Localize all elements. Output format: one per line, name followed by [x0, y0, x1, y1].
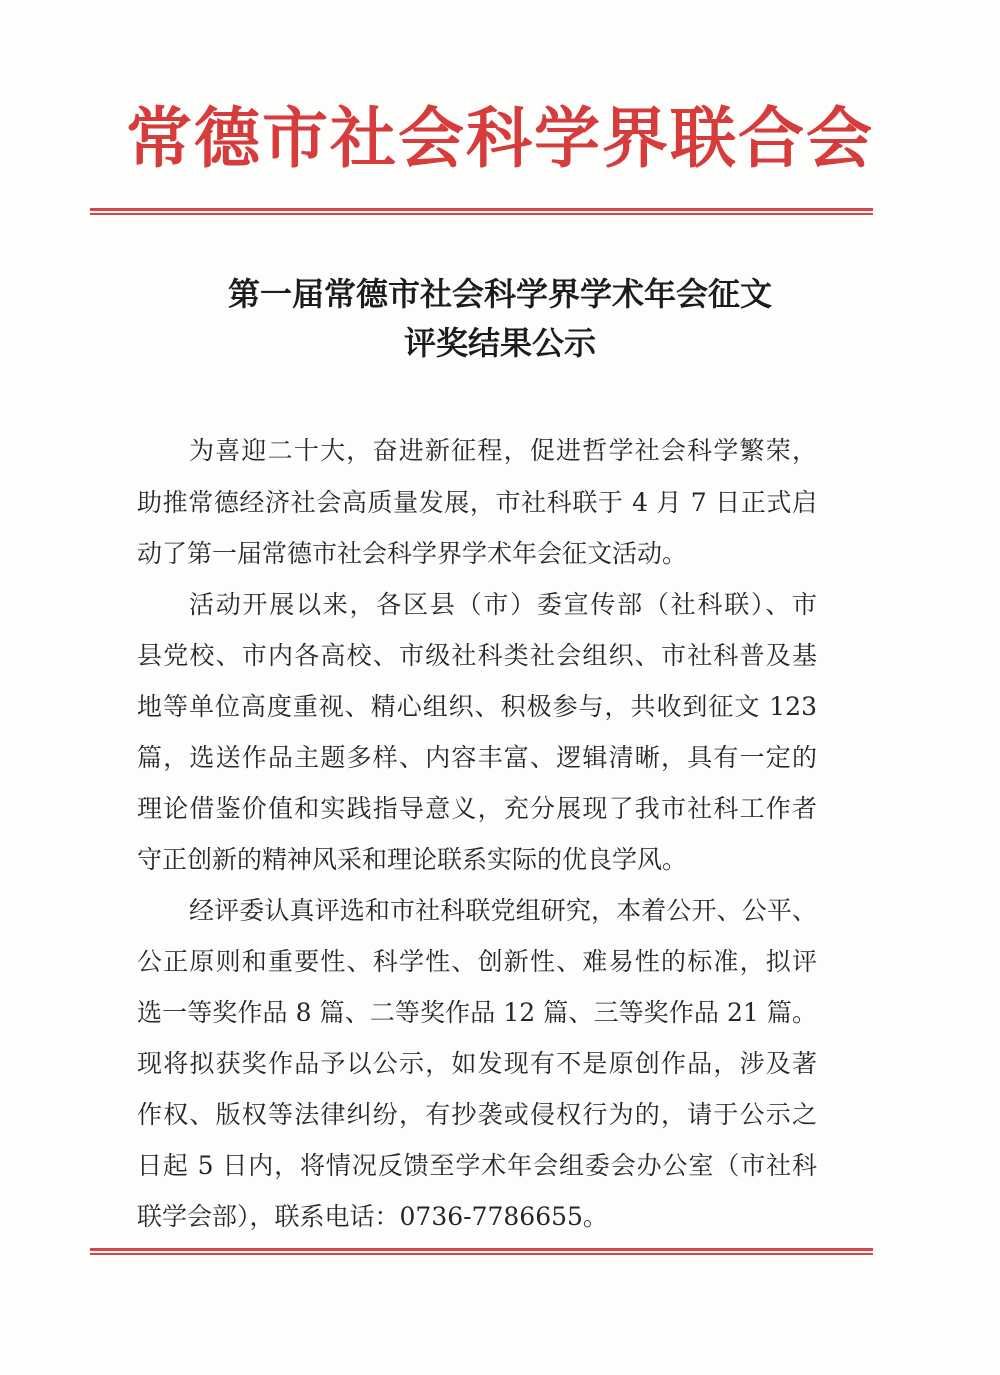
paragraph-2-line-4: 篇，选送作品主题多样、内容丰富、逻辑清晰，具有一定的 [137, 743, 817, 772]
paragraph-3-line-2: 公正原则和重要性、科学性、创新性、难易性的标准，拟评 [137, 947, 817, 976]
paragraph-1-line-3: 动了第一届常德市社会科学界学术年会征文活动。 [137, 539, 688, 568]
org-name-header: 常德市社会科学界联合会 [126, 99, 874, 177]
header-divider-thick [90, 208, 873, 211]
paragraph-3-line-1: 经评委认真评选和市社科联党组研究，本着公开、公平、 [189, 896, 817, 925]
paragraph-1-line-1: 为喜迎二十大，奋进新征程，促进哲学社会科学繁荣， [189, 436, 817, 465]
document-title-line-1: 第一届常德市社会科学界学术年会征文 [227, 275, 772, 313]
footer-divider [90, 1248, 873, 1255]
paragraph-2-line-6: 守正创新的精神风采和理论联系实际的优良学风。 [137, 845, 688, 874]
paragraph-1-line-2: 助推常德经济社会高质量发展，市社科联于 4 月 7 日正式启 [137, 488, 817, 517]
paragraph-2-line-3: 地等单位高度重视、精心组织、积极参与，共收到征文 123 [137, 692, 817, 721]
paragraph-3-line-5: 作权、版权等法律纠纷，有抄袭或侵权行为的，请于公示之 [137, 1100, 817, 1129]
paragraph-3-line-3: 选一等奖作品 8 篇、二等奖作品 12 篇、三等奖作品 21 篇。 [137, 998, 817, 1027]
paragraph-2-line-2: 县党校、市内各高校、市级社科类社会组织、市社科普及基 [137, 641, 817, 670]
footer-divider-thick [90, 1248, 873, 1251]
paragraph-3-line-7: 联学会部），联系电话：0736-7786655。 [137, 1202, 608, 1231]
paragraph-3-line-6: 日起 5 日内，将情况反馈至学术年会组委会办公室（市社科 [137, 1151, 817, 1180]
document-title-line-2: 评奖结果公示 [403, 324, 596, 362]
footer-divider-thin [90, 1253, 873, 1255]
paragraph-2-line-1: 活动开展以来，各区县（市）委宣传部（社科联）、市 [189, 590, 817, 619]
header-divider-thin [90, 213, 873, 215]
header-divider [90, 208, 873, 215]
paragraph-2-line-5: 理论借鉴价值和实践指导意义，充分展现了我市社科工作者 [137, 794, 817, 823]
paragraph-3-line-4: 现将拟获奖作品予以公示，如发现有不是原创作品，涉及著 [137, 1049, 817, 1078]
